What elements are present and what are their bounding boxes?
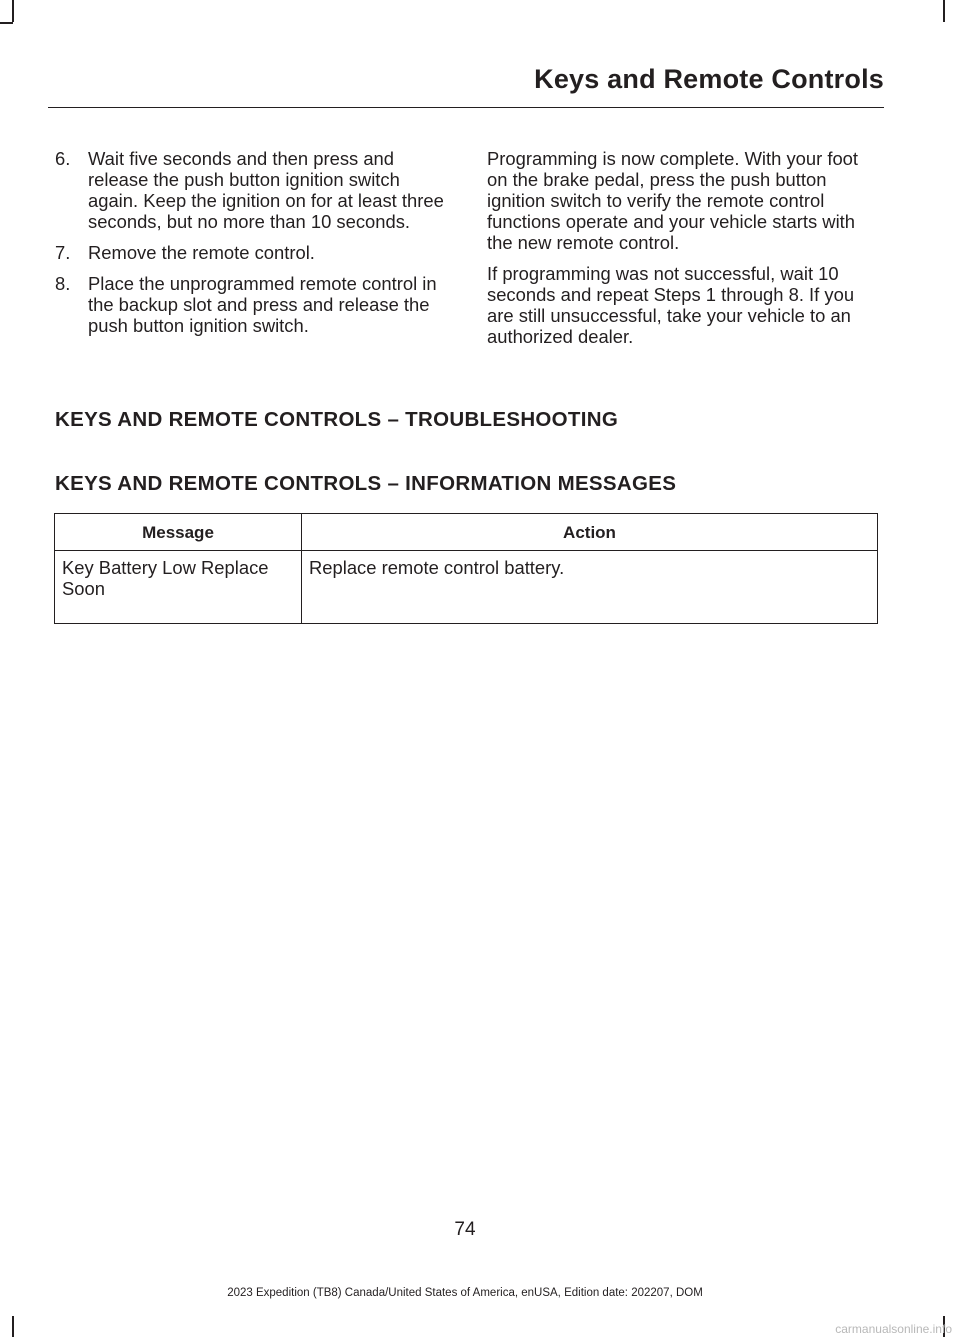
step-number: 7. <box>55 242 71 263</box>
step-item <box>55 148 450 232</box>
page-title: Keys and Remote Controls <box>534 64 884 94</box>
step-text: Place the unprogrammed remote control in the backup slot and press and release the push button ignition switch. <box>88 273 437 336</box>
table-row <box>55 551 878 624</box>
step-item <box>55 273 450 336</box>
page-header <box>48 60 884 108</box>
step-number: 6. <box>55 148 71 169</box>
crop-mark-top-right <box>943 0 945 22</box>
step-number: 8. <box>55 273 71 294</box>
paragraph-programming-failed: If programming was not successful, wait 10 seconds and repeat Steps 1 through 8. If you are still unsuccessful, take your vehicle to an authorized dealer. <box>487 263 855 347</box>
column-header-action: Action <box>302 514 878 551</box>
page-number: 74 <box>454 1219 476 1240</box>
step-item <box>55 242 450 263</box>
step-text: Wait five seconds and then press and release the push button ignition switch again. Keep the ignition on for at least three seconds, but no more than 10 seconds. <box>88 148 444 232</box>
section-heading-information-messages: KEYS AND REMOTE CONTROLS – INFORMATION MESSAGES <box>55 472 677 495</box>
section-heading-troubleshooting: KEYS AND REMOTE CONTROLS – TROUBLESHOOTING <box>55 408 619 431</box>
paragraph-programming-complete: Programming is now complete. With your foot on the brake pedal, press the push button ignition switch to verify the remote control functions operate and your vehicle starts with the new remote control. <box>487 148 859 253</box>
cell-action: Replace remote control battery. <box>302 551 878 624</box>
crop-mark-bottom-left <box>12 1316 14 1337</box>
left-column <box>55 148 450 346</box>
information-messages-table <box>54 513 878 624</box>
step-text: Remove the remote control. <box>88 242 315 263</box>
crop-mark-top-left-h <box>0 22 13 24</box>
cell-message: Key Battery Low Replace Soon <box>55 551 302 624</box>
watermark: carmanualsonline.info <box>835 1322 952 1336</box>
table-header-row <box>55 514 878 551</box>
right-column <box>487 148 882 357</box>
crop-mark-top-left <box>12 0 14 22</box>
column-header-message: Message <box>55 514 302 551</box>
edition-footer: 2023 Expedition (TB8) Canada/United States of America, enUSA, Edition date: 202207, DOM <box>227 1287 703 1299</box>
